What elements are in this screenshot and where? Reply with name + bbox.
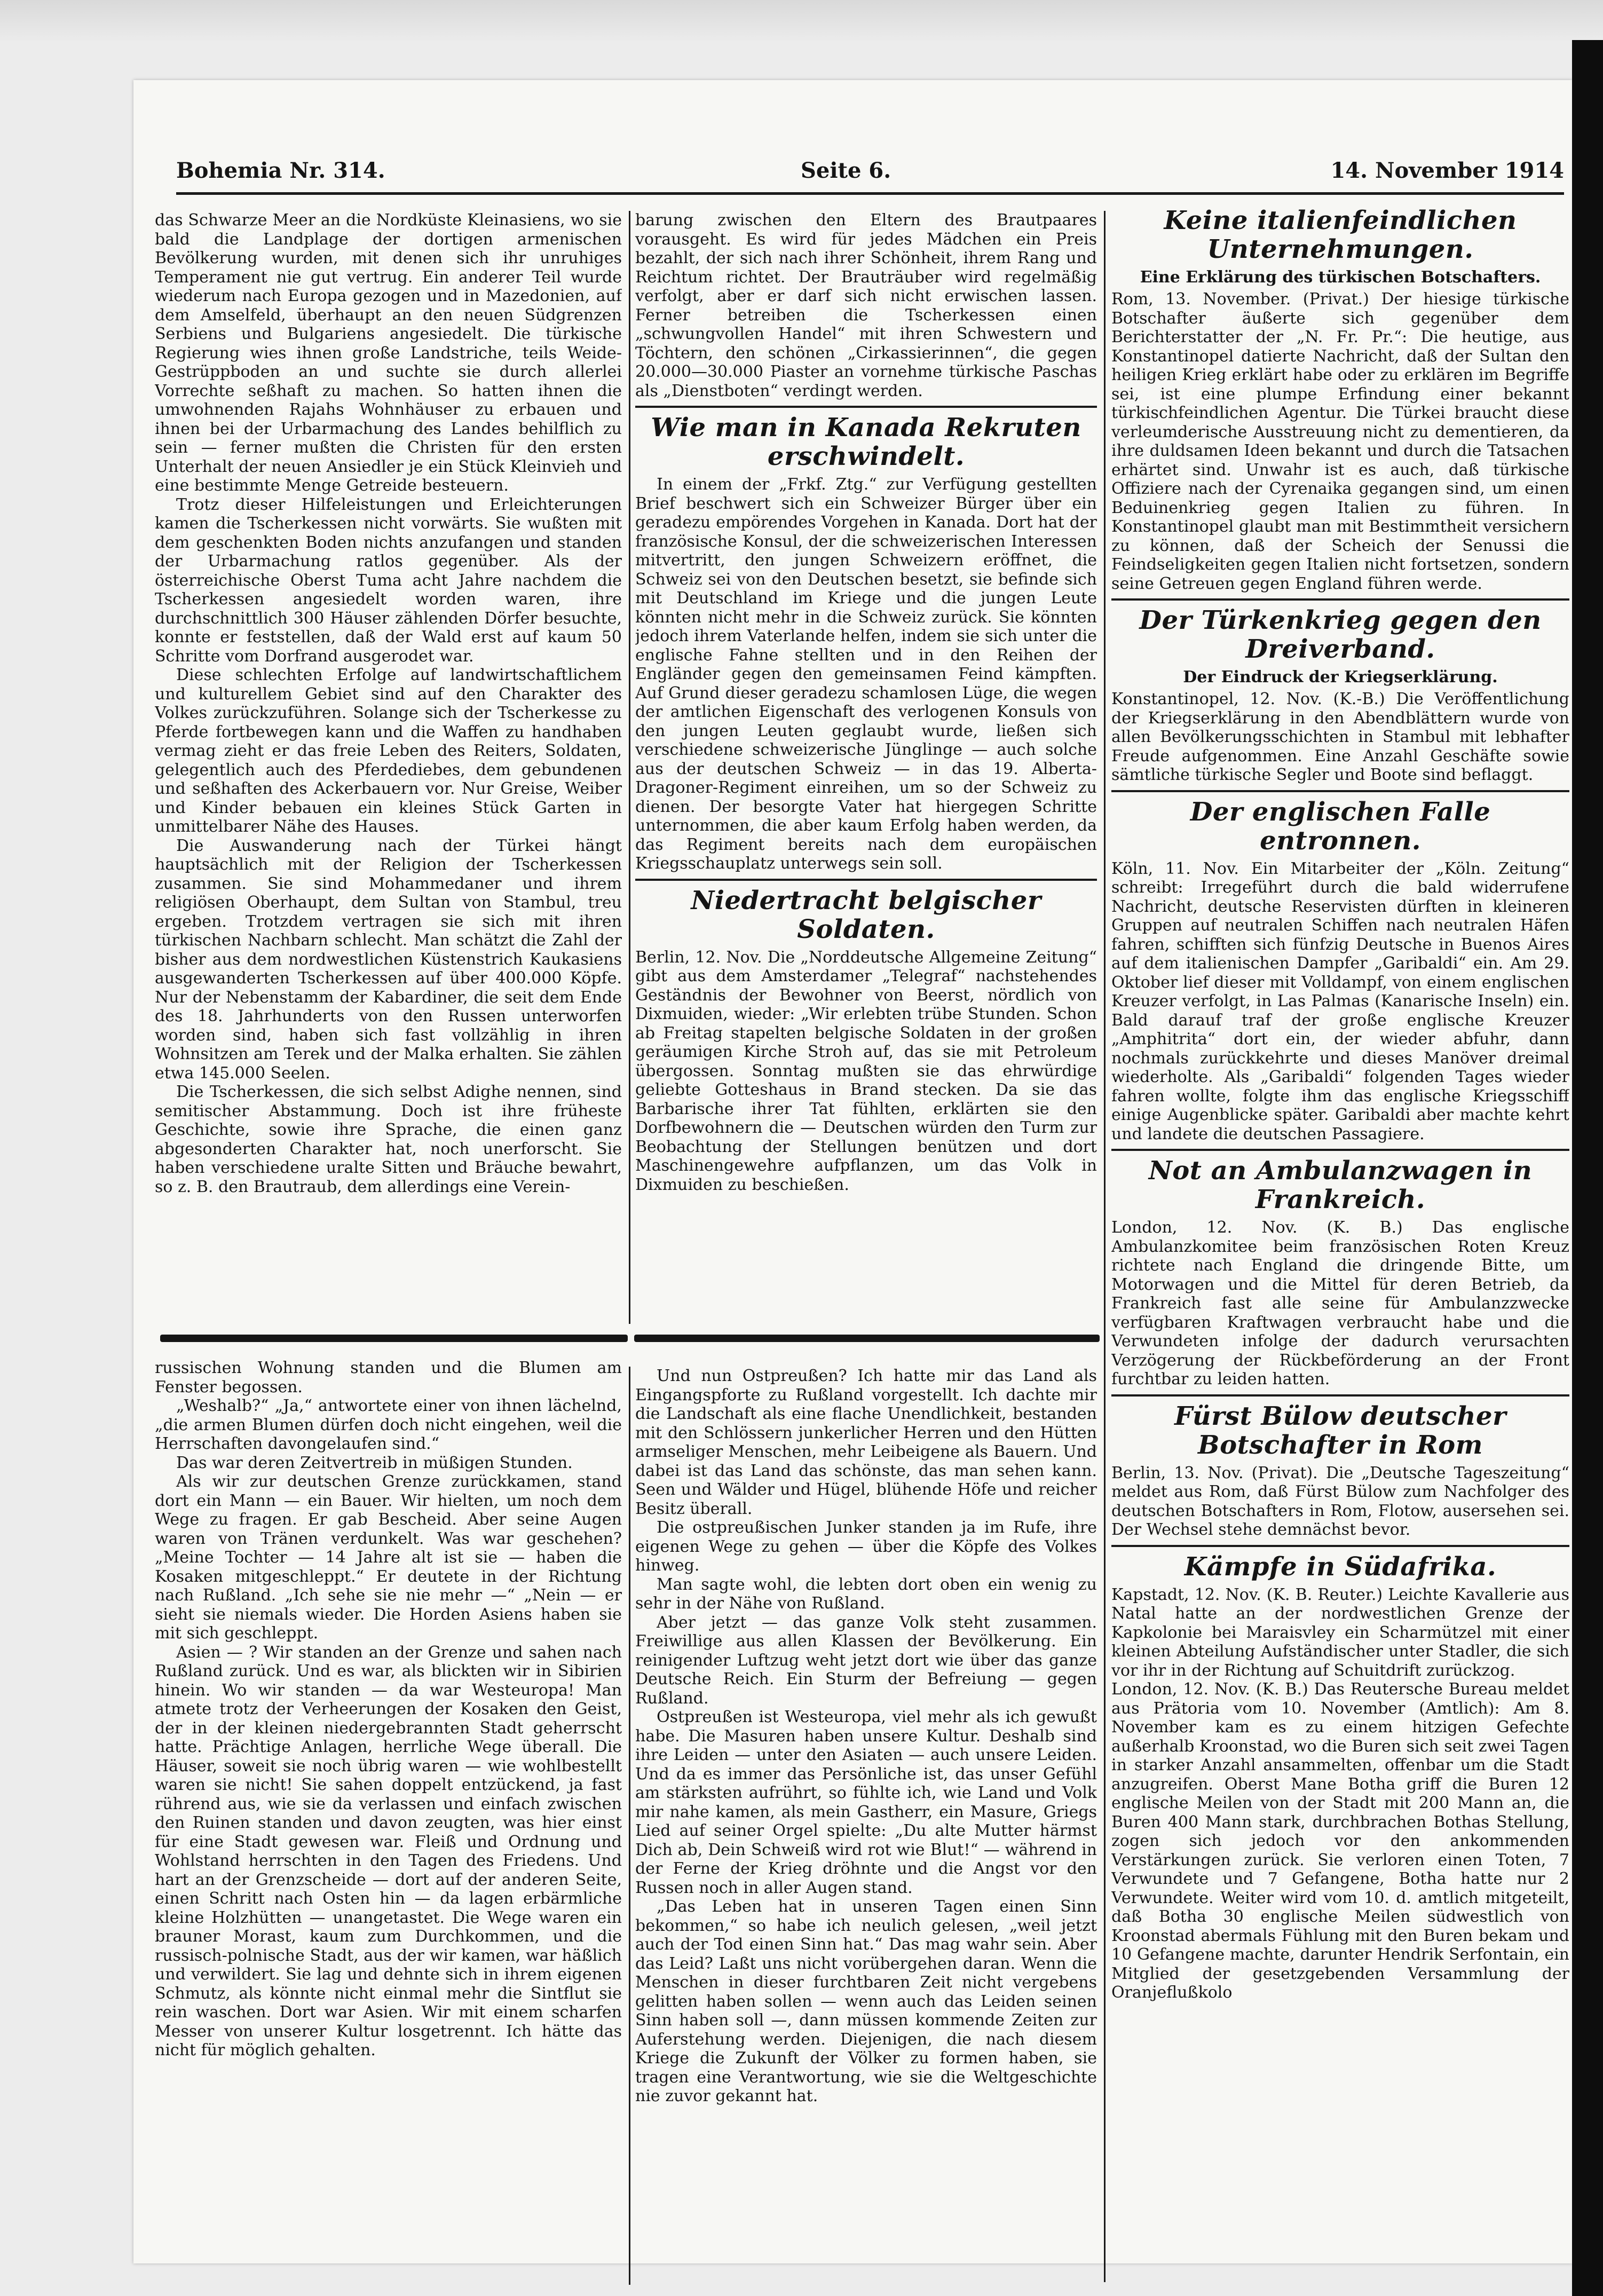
article-rule	[635, 879, 1097, 881]
column-2-top	[635, 211, 1097, 1327]
article-rule	[1111, 1394, 1569, 1396]
col2-paragraph: barung zwischen den Eltern des Brautpaares vorausgeht. Es wird für jedes Mädchen ein Preis bezahlt, der sich nach ihrer Schönheit, ihrem Rang und Reichtum richtet. Der Brauträuber wird regelmäßig verfolgt, aber er darf sich nicht erwischen lassen. Ferner betreiben die Tscherkessen einen „schwungvollen Handel“ mit ihren Schwestern und Töchtern, den schönen „Cirkassierinnen“, die gegen 20.000—30.000 Piaster an vornehme türkische Paschas als „Dienstboten“ verdingt werden.	[635, 211, 1097, 400]
col2-paragraph: In einem der „Frkf. Ztg.“ zur Verfügung gestellten Brief beschwert sich ein Schweizer Bürger über ein geradezu empörendes Vorgehen in Kanada. Dort hat der französische Konsul, der die schweizerischen Interessen mitvertritt, den jungen Schweizern eröffnet, die Schweiz sei von den Deutschen besetzt, sie befinde sich mit Deutschland im Kriege und die jungen Leute könnten nicht mehr in die Schweiz zurück. Sie könnten jedoch ihrem Vaterlande helfen, indem sie sich unter die englische Fahne stellten und in den Reihen der Engländer gegen den gemeinsamen Feind kämpften. Auf Grund dieser geradezu schamlosen Lüge, die wegen der amtlichen Eigenschaft des verlogenen Konsuls von den jungen Leuten geglaubt wurde, ließen sich verschiedene schweizerische Jünglinge — auch solche aus der deutschen Schweiz — in das 19. Alberta-Dragoner-Regiment einreihen, um so der Schweiz zu dienen. Der besorgte Vater hat hiergegen Schritte unternommen, die aber kaum Erfolg haben werden, da das Regiment bereits nach dem europäischen Kriegsschauplatz unterwegs sein soll.	[635, 475, 1097, 873]
subhead-botschafter: Eine Erklärung des türkischen Botschafters.	[1140, 268, 1541, 287]
story-paragraph: Als wir zur deutschen Grenze zurückkamen, stand dort ein Mann — ein Bauer. Wir hielten, um noch dem Wege zu fragen. Er gab Bescheid. Aber seine Augen waren von Tränen verdunkelt. Was war geschehen? „Meine Tochter — 14 Jahre alt ist sie — haben die Kosaken mitgeschleppt.“ Er deutete in der Richtung nach Rußland. „Ich sehe sie nie mehr —“ „Nein — er sieht sie niemals wieder. Die Horden Asiens haben sie mit sich geschleppt.	[155, 1472, 622, 1643]
headline-suedafrika: Kämpfe in Südafrika.	[1184, 1551, 1497, 1582]
headline-kanada-rekruten: Wie man in Kanada Rekruten erschwindelt.	[651, 413, 1081, 471]
story-paragraph: Man sagte wohl, die lebten dort oben ein wenig zu sehr in der Nähe von Rußland.	[635, 1575, 1097, 1613]
column-3	[1111, 203, 1569, 2282]
col1-paragraph: Die Tscherkessen, die sich selbst Adighe nennen, sind semitischer Abstammung. Doch ist ihre früheste Geschichte, sowie ihre Sprache, die einen ganz abgesonderten Charakter hat, noch unerforscht. Sie haben verschiedene uralte Sitten und Bräuche bewahrt, so z. B. den Brautraub, dem allerdings eine Verein-	[155, 1083, 622, 1196]
column-rule-1-2-bottom	[629, 1367, 630, 2285]
story-paragraph: „Weshalb?“ „Ja,“ antwortete einer von ihnen lächelnd, „die armen Blumen dürfen doch nicht eingehen, weil die Herrschaften davongelaufen sind.“	[155, 1396, 622, 1453]
story-paragraph: „Das Leben hat in unseren Tagen einen Sinn bekommen,“ so habe ich neulich gelesen, „weil jetzt auch der Tod einen Sinn hat.“ Das mag wahr sein. Aber das Leid? Laßt uns nicht vorübergehen daran. Wenn die Menschen in dieser furchtbaren Zeit nicht vergebens gelitten haben sollen — wenn auch das Leiden seinen Sinn haben soll —, dann müssen kommende Zeiten zur Auferstehung werden. Diejenigen, die nach diesem Kriege die Zukunft der Völker zu formen haben, sie tragen eine Verantwortung, wie sie die Weltgeschichte nie zuvor gekannt hat.	[635, 1897, 1097, 2105]
column-rule-2-3	[1104, 211, 1105, 2282]
article-rule	[1111, 1149, 1569, 1151]
header-date: 14. November 1914	[1330, 158, 1564, 183]
page-header	[176, 158, 1564, 195]
header-newspaper-issue: Bohemia Nr. 314.	[176, 158, 385, 183]
col3-paragraph: London, 12. Nov. (K. B.) Das Reutersche Bureau meldet aus Prätoria vom 10. November (Amtlich): Am 8. November kam es zu einem hitzigen Gefechte außerhalb Kroonstad, wo die Buren sich seit zwei Tagen in starker Anzahl ansammelten, offenbar um die Stadt anzugreifen. Oberst Mane Botha griff die Buren 12 englische Meilen von der Stadt mit 200 Mann an, die Buren 400 Mann stark, durchbrachen Bothas Stellung, zogen sich jedoch vor den ankommenden Verstärkungen zurück. Sie verloren einen Toten, 7 Verwundete und 7 Gefangene, Botha hatte nur 2 Verwundete. Weiter wird vom 10. d. amtlich mitgeteilt, daß Botha 30 englische Meilen südwestlich von Kroonstad abermals Fühlung mit den Buren bekam und 10 Gefangene machte, darunter Hendrik Serfontain, ein Mitglied der gesetzgebenden Versammlung der Oranjeflußkolo	[1111, 1680, 1569, 2002]
col2-paragraph: Berlin, 12. Nov. Die „Norddeutsche Allgemeine Zeitung“ gibt aus dem Amsterdamer „Telegraf“ nachstehendes Geständnis der Bewohner von Beerst, nördlich von Dixmuiden, wieder: „Wir erlebten trübe Stunden. Schon ab Freitag stapelten belgische Soldaten in der großen geräumigen Kirche Stroh auf, das sie mit Petroleum übergossen. Sonntag mußten sie das ehrwürdige geliebte Gotteshaus in Brand stecken. Da sie das Barbarische ihrer Tat fühlten, erklärten sie den Dorfbewohnern die — Deutschen würden den Turm zur Beobachtung der Stellungen benützen und dort Maschinengewehre aufpflanzen, um das Volk in Dixmuiden zu beschießen.	[635, 948, 1097, 1194]
headline-englische-falle: Der englischen Falle entronnen.	[1190, 796, 1491, 856]
headline-tuerkenkrieg: Der Türkenkrieg gegen den Dreiverband.	[1139, 605, 1542, 664]
col1-paragraph: Die Auswanderung nach der Türkei hängt hauptsächlich mit der Religion der Tscherkessen zusammen. Sie sind Mohammedaner und ihrem religiösen Oberhaupt, dem Sultan von Stambul, treu ergeben. Trotzdem vertragen sie sich mit ihren türkischen Nachbarn schlecht. Man schätzt die Zahl der bisher aus dem nordwestlichen Küstenstrich Kaukasiens ausgewanderten Tscherkessen auf über 400.000 Köpfe. Nur der Nebenstamm der Kabardiner, die seit dem Ende des 18. Jahrhunderts von den Russen unterworfen worden sind, haben sich fast vollzählig in ihren Wohnsitzen am Terek und der Malka erhalten. Sie zählen etwa 145.000 Seelen.	[155, 836, 622, 1083]
col1-paragraph: Diese schlechten Erfolge auf landwirtschaftlichem und kulturellem Gebiet sind auf den Charakter des Volkes zurückzuführen. Solange sich der Tscherkesse zu Pferde fortbewegen kann und die Waffen zu handhaben vermag zieht er das freie Leben des Reiters, Soldaten, gelegentlich auch des Pferdediebes, dem gebundenen und seßhaften des Ackerbauern vor. Nur Greise, Weiber und Kinder bebauen ein kleines Stück Garten in unmittelbarer Nähe des Hauses.	[155, 666, 622, 836]
col3-paragraph: Köln, 11. Nov. Ein Mitarbeiter der „Köln. Zeitung“ schreibt: Irregeführt durch die bald widerrufene Nachricht, deutsche Reservisten dürften in kleineren Gruppen auf neutralen Schiffen nach neutralen Häfen fahren, schifften sich fünfzig Deutsche in Buenos Aires auf dem italienischen Dampfer „Garibaldi“ ein. Am 29. Oktober lief dieser mit Volldampf, von einem englischen Kreuzer verfolgt, in Las Palmas (Kanarische Inseln) ein. Bald darauf traf der große englische Kreuzer „Amphitrita“ dort ein, der wieder abfuhr, dann nochmals zurückkehrte und dieses Manöver dreimal wiederholte. Als „Garibaldi“ folgenden Tages wieder fahren wollte, folgte ihm das englische Kriegsschiff einige Augenblicke später. Garibaldi aber machte kehrt und landete die deutschen Passagiere.	[1111, 859, 1569, 1143]
headline-buelow: Fürst Bülow deutscher Botschafter in Rom	[1174, 1401, 1506, 1460]
col3-paragraph: London, 12. Nov. (K. B.) Das englische Ambulanzkomitee beim französischen Roten Kreuz richtete nach England die dringende Bitte, um Motorwagen und die Mittel für deren Betrieb, da Frankreich fast alle seine für Ambulanzzwecke verfügbaren Kraftwagen verbraucht habe und die Verwundeten infolge der dadurch verursachten Verzögerung der Rückbeförderung an der Front furchtbar zu leiden hatten.	[1111, 1218, 1569, 1388]
col1-paragraph: das Schwarze Meer an die Nordküste Kleinasiens, wo sie bald die Landplage der dortigen armenischen Bevölkerung wurden, mit denen sich ihr unruhiges Temperament nie gut vertrug. Ein anderer Teil wurde wiederum nach Europa gezogen und in Mazedonien, auf dem Amselfeld, überhaupt an den neuen Südgrenzen Serbiens und Bulgariens angesiedelt. Die türkische Regierung wies ihnen große Landstriche, teils Weide- Gestrüppboden an und suchte sie durch allerlei Vorrechte seßhaft zu machen. So hatten ihnen die umwohnenden Rajahs Wohnhäuser zu erbauen und ihnen bei der Urbarmachung des Landes behilflich zu sein — ferner mußten die Christen für den ersten Unterhalt der neuen Ansiedler je ein Stück Kleinvieh und eine bestimmte Menge Getreide besteuern.	[155, 211, 622, 495]
headline-niedertracht: Niedertracht belgischer Soldaten.	[691, 885, 1041, 944]
article-rule	[1111, 790, 1569, 792]
col3-paragraph: Konstantinopel, 12. Nov. (K.-B.) Die Veröffentlichung der Kriegserklärung in den Abendblättern wurde von allen Bevölkerungsschichten in Stambul mit lebhafter Freude aufgenommen. Eine Anzahl Geschäfte sowie sämtliche türkische Segler und Boote sind beflaggt.	[1111, 690, 1569, 784]
col1-paragraph: Trotz dieser Hilfeleistungen und Erleichterungen kamen die Tscherkessen nicht vorwärts. Sie wußten mit dem geschenkten Boden nichts anzufangen und standen der Urbarmachung ratlos gegenüber. Als der österreichische Oberst Tuma acht Jahre nachdem die Tscherkessen angesiedelt worden waren, ihre durchschnittlich 300 Häuser zählenden Dörfer besuchte, konnte er feststellen, daß der Wald erst auf kaum 50 Schritte vom Dorfrand ausgerodet war.	[155, 495, 622, 666]
column-2-bottom	[635, 1367, 1097, 2277]
subhead-kriegserklaerung: Der Eindruck der Kriegserklärung.	[1183, 668, 1498, 687]
scan-dark-edge	[1572, 40, 1603, 2296]
story-paragraph: Und nun Ostpreußen? Ich hatte mir das Land als Eingangspforte zu Rußland vorgestellt. Ich dachte mir die Landschaft als eine flache Unendlichkeit, bestanden mit den Schlössern junkerlicher Herren und den Hütten armseliger Menschen, mehr Leibeigene als Bauern. Und dabei ist das Land das schönste, das man sehen kann. Seen und Wälder und Hügel, blühende Höfe und reicher Besitz überall.	[635, 1367, 1097, 1518]
section-separator-left	[160, 1335, 628, 1342]
section-separator-middle	[634, 1335, 1100, 1342]
col3-paragraph: Kapstadt, 12. Nov. (K. B. Reuter.) Leichte Kavallerie aus Natal hatte an der nordwestlichen Grenze der Kapkolonie bei Maraisvley ein Scharmützel mit einer kleinen Abteilung Aufständischer unter Stadler, die sich vor ihr in der Richtung auf Schuitdrift zurückzog.	[1111, 1585, 1569, 1680]
article-rule	[1111, 1545, 1569, 1547]
column-1-bottom	[155, 1359, 622, 2277]
column-1-top	[155, 211, 622, 1327]
headline-ambulanzwagen: Not an Ambulanzwagen in Frankreich.	[1148, 1156, 1533, 1214]
story-paragraph: russischen Wohnung standen und die Blumen am Fenster begossen.	[155, 1359, 622, 1396]
column-rule-1-2-top	[629, 211, 630, 1324]
story-paragraph: Asien — ? Wir standen an der Grenze und sahen nach Rußland zurück. Und es war, als blickten wir in Sibirien hinein. Wo wir standen — da war Westeuropa! Man atmete trotz der Verheerungen der Kosaken den Geist, der in der kleinen niedergebrannten Stadt geherrscht hatte. Prächtige Anlagen, herrliche Wege überall. Die Häuser, soweit sie noch übrig waren — wie wohlbestellt waren sie nicht! Sie sahen doppelt entzückend, ja fast rührend aus, wie sie da verlassen und einfach zwischen den Ruinen standen und davon zeugten, was hier einst für eine Stadt gewesen war. Fleiß und Ordnung und Wohlstand herrschten in den Tagen des Friedens. Und hart an der Grenzscheide — dort auf der anderen Seite, einen Schritt nach Osten hin — da lagen erbärmliche kleine Holzhütten — unangetastet. Die Wege waren ein brauner Morast, kaum zum Durchkommen, und die russisch-polnische Stadt, aus der wir kamen, war häßlich und verwildert. Sie lag und dehnte sich in ihrem eigenen Schmutz, als könnte nicht einmal mehr die Sintflut sie rein waschen. Dort war Asien. Wir mit einem scharfen Messer von unserer Kultur losgetrennt. Ich hätte das nicht für möglich gehalten.	[155, 1643, 622, 2060]
header-rule	[176, 192, 1564, 195]
col3-paragraph: Berlin, 13. Nov. (Privat). Die „Deutsche Tageszeitung“ meldet aus Rom, daß Fürst Bülow zum Nachfolger des deutschen Botschafters in Rom, Flotow, ausersehen sei. Der Wechsel stehe demnächst bevor.	[1111, 1463, 1569, 1539]
story-paragraph: Ostpreußen ist Westeuropa, viel mehr als ich gewußt habe. Die Masuren haben unsere Kultur. Deshalb sind ihre Leiden — unter den Asiaten — auch unsere Leiden. Und da es immer das Persönliche ist, das unser Gefühl am stärksten aufrührt, so fühlte ich, wie Land und Volk mir nahe kamen, als mein Gastherr, ein Masure, Griegs Lied auf seiner Orgel spielte: „Du alte Mutter härmst Dich ab, Dein Schweiß wird rot wie Blut!“ — während in der Ferne der Krieg dröhnte und die Angst vor den Russen noch in aller Augen stand.	[635, 1708, 1097, 1897]
story-paragraph: Aber jetzt — das ganze Volk steht zusammen. Freiwillige aus allen Klassen der Bevölkerung. Ein reinigender Luftzug weht jetzt dort wie über das ganze Deutsche Reich. Ein Sturm der Befreiung — gegen Rußland.	[635, 1613, 1097, 1708]
headline-italienfeindlich: Keine italienfeindlichen Unternehmungen.	[1164, 206, 1517, 264]
story-paragraph: Das war deren Zeitvertreib in müßigen Stunden.	[176, 1453, 573, 1472]
scan-top-margin	[0, 0, 1603, 43]
article-rule	[635, 406, 1097, 408]
col3-paragraph: Rom, 13. November. (Privat.) Der hiesige türkische Botschafter äußerte sich gegenüber dem Berichterstatter der „N. Fr. Pr.“: Die heutige, aus Konstantinopel datierte Nachricht, daß der Sultan den heiligen Krieg erklärt habe oder zu erklären im Begriffe sei, ist eine plumpe Erfindung einer bekannt türkischfeindlichen Agentur. Die Türkei braucht diese verleumderische Ausstreuung nicht zu dementieren, da ihre duldsamen Ideen bekannt und durch die Tatsachen erhärtet sind. Unwahr ist es auch, daß türkische Offiziere nach der Cyrenaika gegangen sind, um einen Beduinenkrieg gegen Italien zu führen. In Konstantinopel glaubt man mit Bestimmtheit versichern zu können, daß der Scheich der Senussi die Feindseligkeiten gegen Italien nicht fortsetzen, sondern seine Getreuen gegen England führen werde.	[1111, 290, 1569, 593]
header-page-number: Seite 6.	[801, 158, 891, 183]
article-rule	[1111, 598, 1569, 601]
story-paragraph: Die ostpreußischen Junker standen ja im Rufe, ihre eigenen Wege zu gehen — über die Köpfe des Volkes hinweg.	[635, 1518, 1097, 1575]
